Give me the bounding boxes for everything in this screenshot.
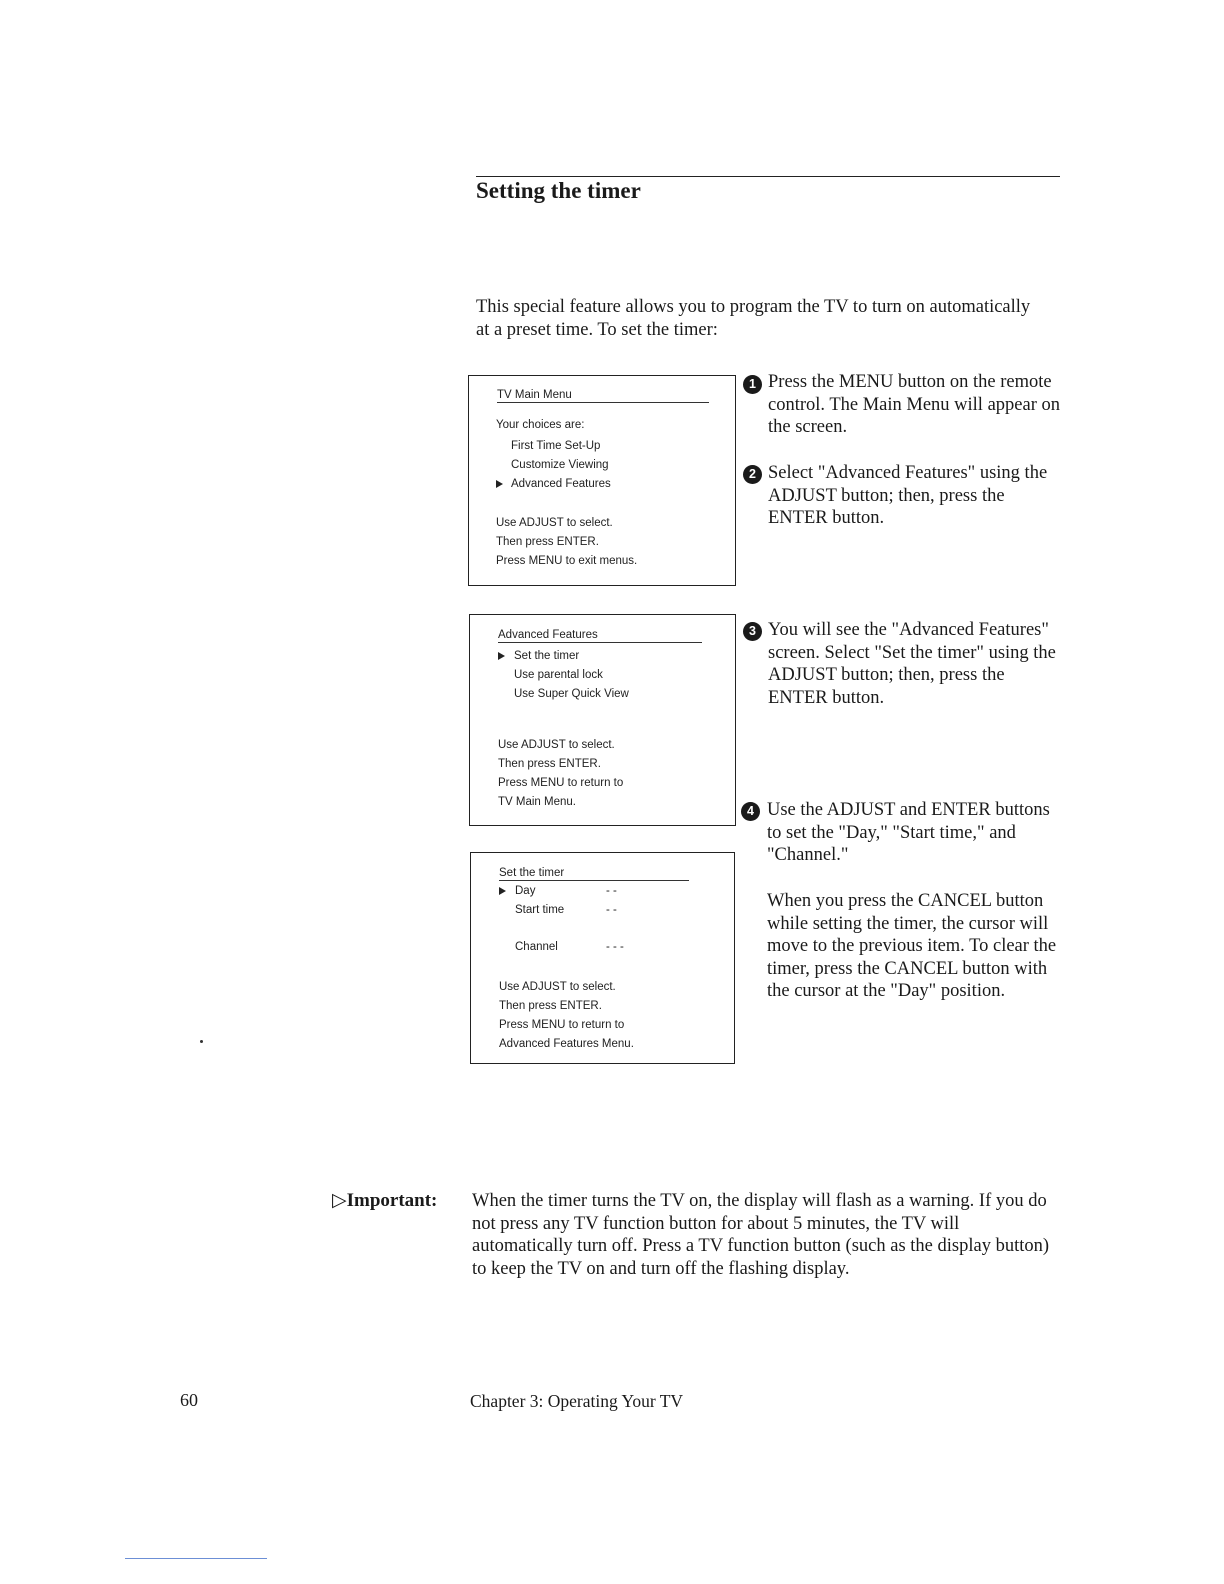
selection-arrow-icon — [496, 480, 503, 488]
page-title: Setting the timer — [476, 178, 641, 203]
scan-edge-line — [125, 1558, 267, 1559]
menu-item-set-timer: Set the timer — [514, 650, 580, 662]
step-2-text: Select "Advanced Features" using the ADJUST button; then, press the ENTER button. — [768, 463, 1048, 529]
main-menu-screen — [468, 375, 736, 586]
menu-help-line: Then press ENTER. — [496, 536, 599, 548]
step-3-text: You will see the "Advanced Features" screen. Select "Set the timer" using the ADJUST button; then, press the ENTER button. — [768, 620, 1056, 708]
timer-field-start-time-value: - - — [606, 904, 617, 916]
step-2-number-icon: 2 — [743, 465, 762, 484]
step-3-number-icon: 3 — [743, 622, 762, 641]
selection-arrow-icon — [498, 652, 505, 660]
menu-help-line: Advanced Features Menu. — [499, 1038, 634, 1050]
menu-help-line: Use ADJUST to select. — [496, 517, 613, 529]
menu-help-line: Use ADJUST to select. — [498, 739, 615, 751]
important-label: ▷Important: — [332, 1190, 438, 1211]
menu-help-line: Press MENU to return to — [499, 1019, 625, 1031]
step-1-text: Press the MENU button on the remote control. The Main Menu will appear on the screen. — [768, 372, 1060, 438]
menu-prompt: Your choices are: — [496, 419, 585, 431]
timer-field-channel-label: Channel — [515, 941, 558, 953]
scan-speck — [200, 1040, 203, 1043]
advanced-features-screen — [469, 614, 736, 826]
step-4-text: Use the ADJUST and ENTER buttons to set the "Day," "Start time," and "Channel." — [767, 800, 1050, 866]
important-text: When the timer turns the TV on, the display will flash as a warning. If you do not press any TV function button for about 5 minutes, the TV will automatically turn off. Press a TV function button (such as the display button) to keep the TV on and turn off the flashing display. — [472, 1191, 1050, 1279]
menu-item-customize-viewing: Customize Viewing — [511, 459, 609, 471]
timer-field-day-value: - - — [606, 885, 617, 897]
timer-field-channel-value: - - - — [606, 941, 624, 953]
cancel-note: When you press the CANCEL button while setting the timer, the cursor will move to the previous item. To clear the timer, press the CANCEL button with the cursor at the "Day" position. — [767, 891, 1057, 1002]
selection-arrow-icon — [499, 887, 506, 895]
timer-field-start-time-label: Start time — [515, 904, 565, 916]
menu-title-rule — [499, 880, 689, 881]
menu-title: TV Main Menu — [497, 389, 572, 401]
menu-help-line: Then press ENTER. — [499, 1000, 602, 1012]
intro-paragraph: This special feature allows you to program the TV to turn on automatically at a preset time. To set the timer: — [476, 297, 1031, 340]
timer-field-day-label: Day — [515, 885, 536, 897]
top-rule — [476, 176, 1060, 177]
menu-help-line: TV Main Menu. — [498, 796, 576, 808]
step-1-number-icon: 1 — [743, 375, 762, 394]
menu-title: Set the timer — [499, 867, 565, 879]
set-timer-screen — [470, 852, 735, 1064]
step-4-number-icon: 4 — [741, 802, 760, 821]
menu-help-line: Then press ENTER. — [498, 758, 601, 770]
menu-help-line: Use ADJUST to select. — [499, 981, 616, 993]
menu-title: Advanced Features — [498, 629, 598, 641]
menu-help-line: Press MENU to exit menus. — [496, 555, 638, 567]
menu-help-line: Press MENU to return to — [498, 777, 624, 789]
chapter-footer: Chapter 3: Operating Your TV — [470, 1391, 684, 1411]
page-number: 60 — [180, 1390, 198, 1410]
menu-title-rule — [497, 402, 709, 403]
menu-title-rule — [498, 642, 702, 643]
menu-item-first-time-setup: First Time Set-Up — [511, 440, 601, 452]
menu-item-super-quick-view: Use Super Quick View — [514, 688, 629, 700]
menu-item-parental-lock: Use parental lock — [514, 669, 603, 681]
menu-item-advanced-features: Advanced Features — [511, 478, 611, 490]
